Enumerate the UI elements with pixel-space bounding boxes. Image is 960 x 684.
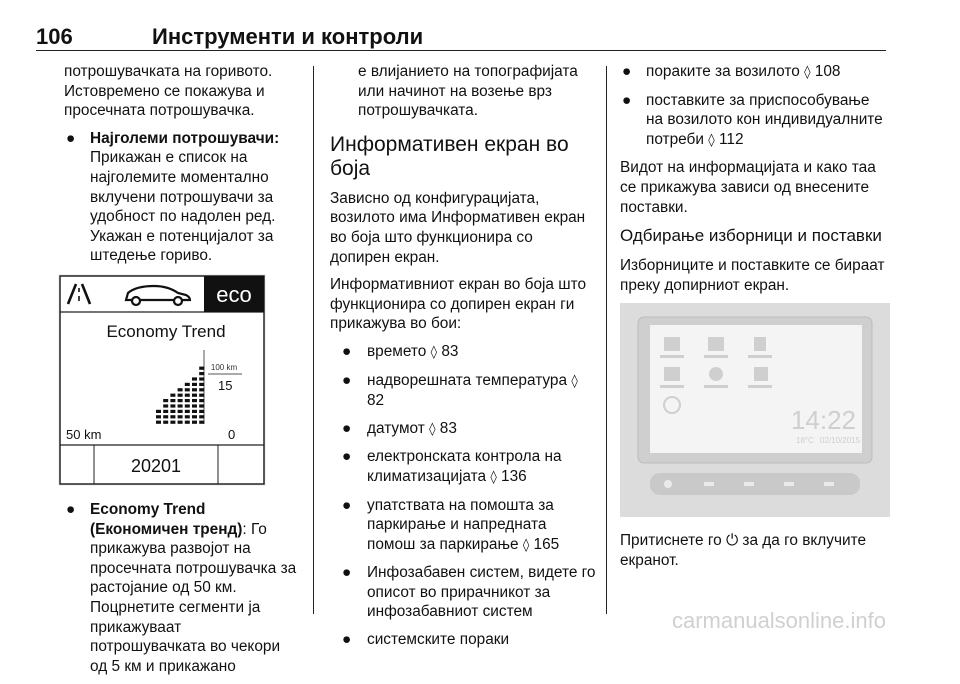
paragraph: Изборниците и поставките се бираат преку допирниот екран.: [620, 257, 885, 294]
list-item: ● надворешната температура ◊ 82: [342, 371, 578, 410]
item-text: поставките за приспособување на возилото кон индивидуалните потреби: [646, 91, 883, 148]
page-reference[interactable]: ◊ 165: [522, 535, 560, 553]
trend-segment: [163, 404, 168, 407]
trend-segment: [170, 404, 175, 407]
paragraph: потрошувачката на горивото. Истовремено се покажува и просечната потрошувачка.: [64, 63, 273, 120]
trend-segment: [192, 383, 197, 386]
list-item: ● времето ◊ 83: [342, 342, 459, 360]
trend-segment: [170, 415, 175, 418]
trend-segment: [199, 415, 204, 418]
trend-segment: [192, 415, 197, 418]
eco-label: eco: [216, 281, 252, 307]
scale-label: 100 km: [210, 362, 238, 372]
paragraph: Информативниот екран во боја што функционира со допирен екран ги прикажува во бои:: [330, 276, 587, 333]
feature-list: [620, 62, 888, 150]
trend-segment: [199, 377, 204, 380]
trend-segment: [185, 421, 190, 424]
section-heading: Информативен екран во боја: [330, 132, 569, 180]
ref-arrow-icon: ◊: [708, 132, 715, 148]
odometer-counter: 20201: [130, 455, 182, 476]
trend-segment: [185, 388, 190, 391]
trend-segment: [199, 388, 204, 391]
trend-segment: [192, 421, 197, 424]
page-reference[interactable]: ◊ 112: [708, 130, 744, 148]
watermark: carmanualsonline.info: [671, 608, 886, 633]
page-reference[interactable]: ◊ 108: [804, 63, 841, 80]
trend-segment: [192, 394, 197, 397]
column-1: [64, 62, 300, 684]
page-number: 106: [36, 24, 73, 49]
item-text: системските пораки: [367, 631, 510, 649]
list-item: ● датумот ◊ 83: [342, 419, 457, 437]
ref-arrow-icon: ◊: [490, 469, 497, 485]
feature-list: [330, 342, 596, 650]
figure-title: Economy Trend: [106, 321, 226, 341]
item-text: електронската контрола на климатизацијата: [367, 448, 562, 485]
list-item: ● Инфозабавен систем, видете го описот во прирачникот за инфозабавниот систем: [342, 564, 596, 621]
paragraph: е влијанието на топографијата или начинот на возење врз потрошувачката.: [358, 63, 578, 120]
trend-segment: [185, 383, 190, 386]
page-header: [36, 22, 886, 52]
trend-segment: [163, 410, 168, 413]
trend-segment: [199, 394, 204, 397]
column-3: [620, 62, 888, 579]
trend-segment: [192, 388, 197, 391]
trend-segment: [199, 399, 204, 402]
economy-trend-display: [58, 274, 266, 486]
trend-segment: [185, 410, 190, 413]
item-text: времето: [367, 342, 427, 360]
item-title: Economy Trend (Економичен тренд): [90, 500, 243, 538]
trend-segment: [163, 399, 168, 402]
trend-segment: [156, 421, 161, 424]
trend-segment: [178, 410, 183, 413]
trend-segment: [178, 421, 183, 424]
list-item: ● електронската контрола на климатизацијата ◊ 136: [342, 448, 562, 485]
trend-segment: [156, 415, 161, 418]
page-reference[interactable]: ◊ 136: [490, 467, 527, 485]
page-reference[interactable]: ◊ 82: [367, 373, 578, 410]
trend-segment: [163, 421, 168, 424]
list-item: ● пораките за возилото ◊ 108: [622, 63, 841, 80]
item-text: упатствата на помошта за паркирање и напредната помош за паркирање: [367, 496, 554, 553]
header-rule: [36, 50, 886, 51]
item-text: надворешната температура: [367, 371, 568, 389]
economy-trend-figure: [58, 274, 266, 486]
trend-segment: [185, 399, 190, 402]
trend-segment: [199, 404, 204, 407]
item-text: датумот: [367, 419, 425, 437]
trend-segment: [192, 404, 197, 407]
trend-segment: [192, 399, 197, 402]
ref-arrow-icon: ◊: [430, 344, 438, 360]
ref-arrow-icon: ◊: [429, 421, 436, 437]
paragraph: Видот на информацијата и како таа се прикажува зависи од внесените поставки.: [620, 159, 876, 216]
trend-segment: [199, 383, 204, 386]
power-icon: ⏻: [725, 532, 739, 550]
page-title: Инструменти и контроли: [152, 24, 424, 49]
list-item: ● Најголеми потрошувачи: Прикажан е список на најголемите моментално вклучени потрошувачи за удобност по надолен ред. Укажан е потенцијалот за штедење гориво.: [66, 129, 280, 265]
column-divider-2: [606, 66, 607, 614]
item-title: Најголеми потрошувачи:: [90, 129, 280, 147]
trend-segment: [192, 377, 197, 380]
paragraph: Притиснете го ⏻ за да го вклучите екранот.: [620, 532, 867, 569]
page-reference[interactable]: ◊ 83: [430, 342, 459, 360]
ref-arrow-icon: ◊: [571, 373, 578, 389]
item-text: Инфозабавен систем, видете го описот во прирачникот за инфозабавниот систем: [367, 564, 596, 621]
page-reference[interactable]: ◊ 83: [429, 419, 457, 437]
trend-segment: [170, 394, 175, 397]
trend-segment: [199, 410, 204, 413]
trend-segment: [178, 399, 183, 402]
column-divider-1: [313, 66, 314, 614]
list-item: ● упатствата на помошта за паркирање и напредната помош за паркирање ◊ 165: [342, 496, 560, 553]
item-text: пораките за возилото: [646, 63, 800, 80]
list-item: ● Economy Trend (Економичен тренд): Го прикажува развојот на просечната потрошувачка за растојание од 50 км. Поцрнетите сегменти ја прикажуваат потрошувачката во чекори од 5 км и прикажано: [66, 500, 297, 675]
trend-segment: [185, 415, 190, 418]
touchscreen-figure: [620, 303, 890, 517]
list-item: ● системските пораки: [342, 631, 510, 649]
trend-segment: [163, 415, 168, 418]
trend-segment: [170, 410, 175, 413]
temperature-readout: 18°C: [796, 436, 814, 446]
trend-segment: [170, 421, 175, 424]
trend-segment: [156, 410, 161, 413]
ref-arrow-icon: ◊: [522, 537, 530, 553]
item-text: Прикажан е список на најголемите моментално вклучени потрошувачи за удобност по надолен ред. Укажан е потенцијалот за штедење гориво.: [90, 149, 276, 265]
trend-segment: [199, 372, 204, 375]
item-text: : Го прикажува развојот на просечната потрошувачка за растојание од 50 км. Поцрнетите сегменти ја прикажуваат потрошувачката во чекори од 5 км и прикажано: [90, 520, 297, 675]
trend-segment: [178, 394, 183, 397]
trend-segment: [199, 367, 204, 370]
section-heading: Одбирање изборници и поставки: [620, 226, 882, 246]
list-item: ● поставките за приспособување на возилото кон индивидуалните потреби ◊ 112: [622, 91, 883, 148]
date-readout: 02/10/2015: [820, 436, 861, 446]
trend-segment: [178, 404, 183, 407]
zero-label: 0: [228, 426, 236, 442]
trend-segment: [178, 388, 183, 391]
trend-segment: [192, 410, 197, 413]
trend-segment: [170, 399, 175, 402]
column-2: [330, 62, 596, 658]
touchscreen-illustration: [620, 303, 890, 517]
trend-segment: [199, 421, 204, 424]
clock-time: 14:22: [790, 405, 856, 436]
trend-segment: [185, 394, 190, 397]
trend-segment: [185, 404, 190, 407]
distance-label: 50 km: [66, 426, 102, 442]
ref-arrow-icon: ◊: [804, 65, 811, 80]
trend-segment: [178, 415, 183, 418]
paragraph: Зависно од конфигурацијата, возилото има Информативен екран во боја што функционира со допирен екран.: [330, 189, 586, 266]
scale-value: 15: [218, 377, 233, 393]
